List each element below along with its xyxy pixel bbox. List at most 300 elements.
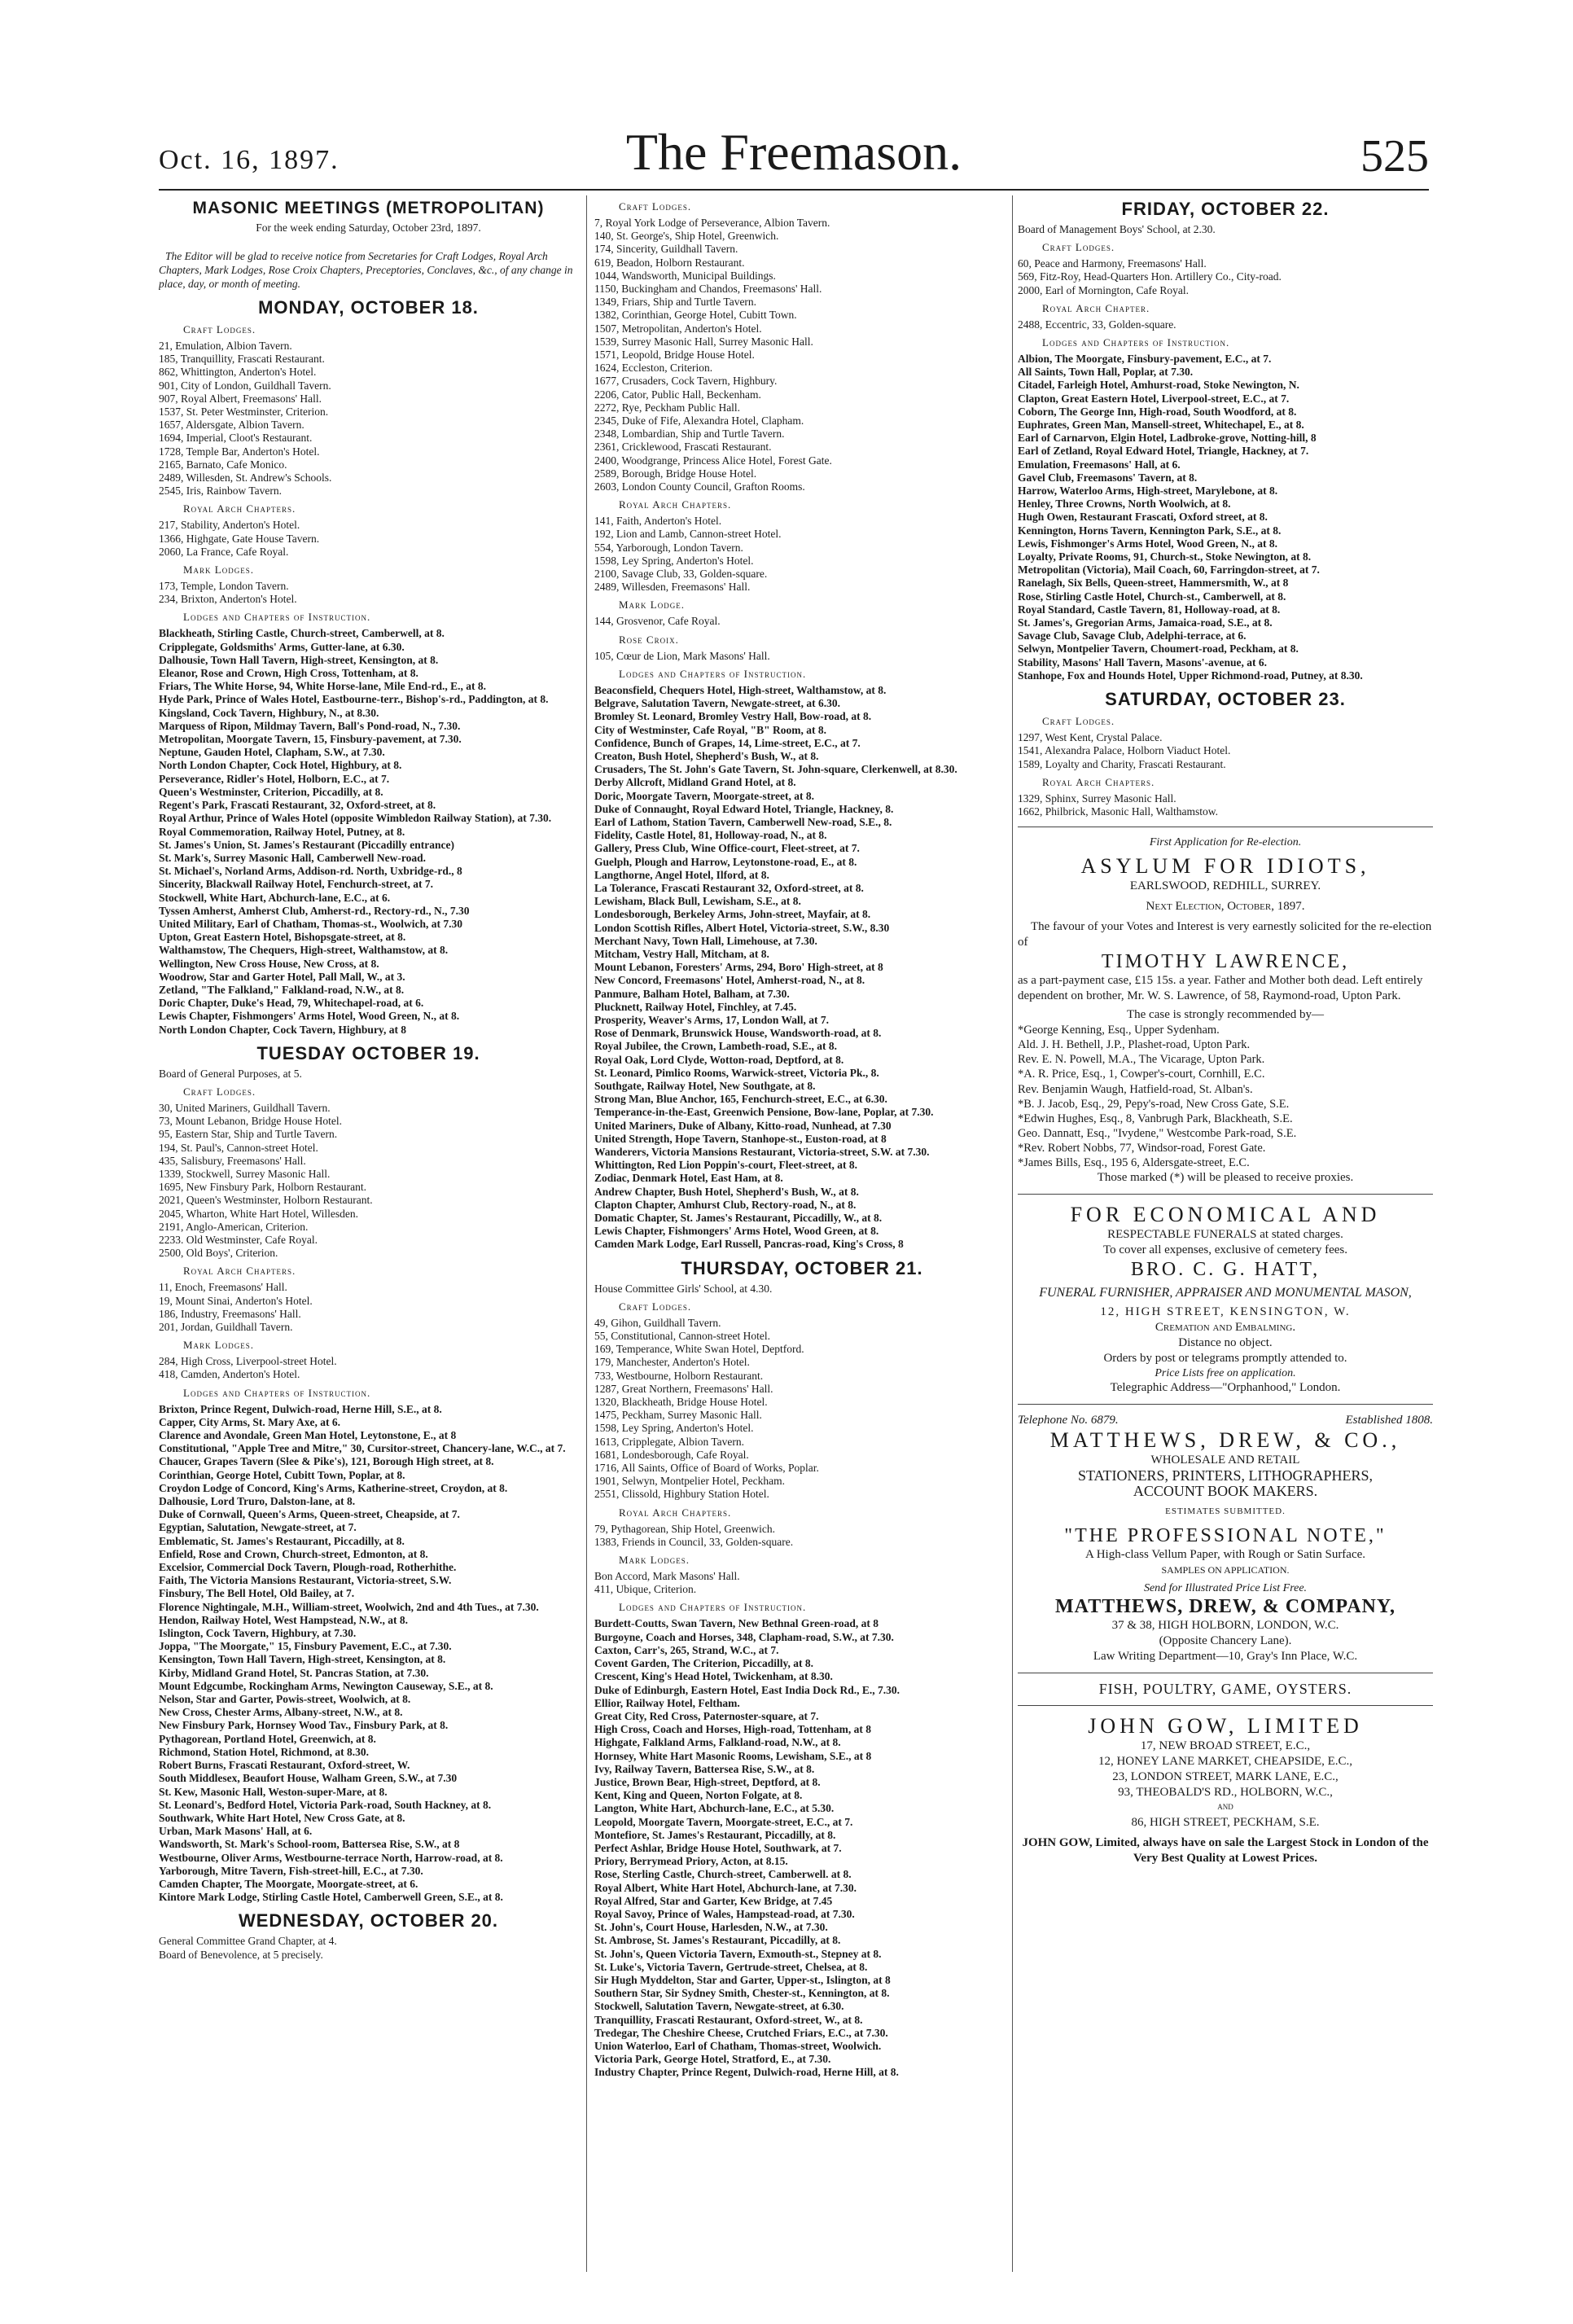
list-item: Tredegar, The Cheshire Cheese, Crutched Friars, E.C., at 7.30. bbox=[594, 2026, 888, 2039]
board-notice: Board of Management Boys' School, at 2.30. bbox=[1018, 223, 1216, 235]
list-item: 1297, West Kent, Crystal Palace. bbox=[1018, 731, 1163, 744]
list-item: Langthorne, Angel Hotel, Ilford, at 8. bbox=[594, 868, 769, 881]
company-name: MATTHEWS, DREW, & COMPANY, bbox=[1054, 1596, 1396, 1618]
list-item: 2191, Anglo-American, Criterion. bbox=[159, 1220, 309, 1233]
list-item: 2000, Earl of Mornington, Cafe Royal. bbox=[1018, 283, 1189, 296]
list-item: Perfect Ashlar, Bridge House Hotel, Southwark, at 7. bbox=[594, 1841, 842, 1854]
list-item: Mitcham, Vestry Hall, Mitcham, at 8. bbox=[594, 947, 769, 960]
list-heading: Craft Lodges. bbox=[1042, 241, 1115, 254]
list-item: 1349, Friars, Ship and Turtle Tavern. bbox=[594, 296, 757, 309]
advert-line: ESTIMATES SUBMITTED. bbox=[1165, 1506, 1286, 1517]
list-item: London Scottish Rifles, Albert Hotel, Victoria-street, S.W., 8.30 bbox=[594, 921, 890, 934]
mark-lodge-list bbox=[159, 580, 578, 606]
list-heading: Royal Arch Chapters. bbox=[619, 498, 732, 511]
day-heading: TUESDAY OCTOBER 19. bbox=[256, 1042, 480, 1063]
list-heading: Royal Arch Chapters. bbox=[619, 1506, 732, 1519]
list-item: Urban, Mark Masons' Hall, at 6. bbox=[159, 1825, 313, 1838]
list-item: Crescent, King's Head Hotel, Twickenham, at 8.30. bbox=[594, 1670, 833, 1683]
instruction-list bbox=[594, 684, 1010, 1252]
list-item: United Military, Earl of Chatham, Thomas-st., Woolwich, at 7.30 bbox=[159, 917, 463, 930]
list-item: 2348, Lombardian, Ship and Turtle Tavern. bbox=[594, 428, 785, 441]
list-item: 2233. Old Westminster, Cafe Royal. bbox=[159, 1233, 318, 1246]
list-item: Sincerity, Blackwall Railway Hotel, Fenchurch-street, at 7. bbox=[159, 878, 433, 891]
recommenders-list bbox=[1018, 1023, 1433, 1170]
list-item: 140, St. George's, Ship Hotel, Greenwich. bbox=[594, 230, 779, 243]
list-item: 1598, Ley Spring, Anderton's Hotel. bbox=[594, 1422, 754, 1435]
company-address: 37 & 38, HIGH HOLBORN, LONDON, W.C. bbox=[1111, 1619, 1339, 1633]
advert-favour: The favour of your Votes and Interest is very earnestly solicited for the re-election of bbox=[1018, 920, 1432, 949]
list-item: Southwark, White Hart Hotel, New Cross Gate, at 8. bbox=[159, 1811, 405, 1824]
list-item: *George Kenning, Esq., Upper Sydenham. bbox=[1018, 1024, 1220, 1037]
list-item: 733, Westbourne, Holborn Restaurant. bbox=[594, 1369, 764, 1382]
list-item: City of Westminster, Cafe Royal, "B" Room, at 8. bbox=[594, 723, 826, 736]
list-heading: Lodges and Chapters of Instruction. bbox=[183, 1386, 371, 1399]
undertaker-address: 12, HIGH STREET, KENSINGTON, W. bbox=[1100, 1305, 1351, 1319]
list-item: Westbourne, Oliver Arms, Westbourne-terrace North, Harrow-road, at 8. bbox=[159, 1851, 503, 1864]
list-item: Hyde Park, Prince of Wales Hotel, Eastbourne-terr., Bishop's-rd., Paddington, at 8. bbox=[159, 693, 549, 706]
list-item: Stockwell, White Hart, Abchurch-lane, E.C., at 6. bbox=[159, 891, 391, 904]
list-item: Gavel Club, Freemasons' Tavern, at 8. bbox=[1018, 471, 1198, 484]
list-heading: Craft Lodges. bbox=[619, 1300, 692, 1313]
list-item: 11, Enoch, Freemasons' Hall. bbox=[159, 1281, 287, 1294]
list-item: 1624, Eccleston, Criterion. bbox=[594, 362, 713, 375]
list-heading: Craft Lodges. bbox=[619, 200, 692, 213]
list-item: 179, Manchester, Anderton's Hotel. bbox=[594, 1356, 750, 1369]
product-name: "THE PROFESSIONAL NOTE," bbox=[1064, 1525, 1387, 1547]
mark-lodge-list bbox=[594, 1570, 1010, 1596]
list-item: Pythagorean, Portland Hotel, Greenwich, at 8. bbox=[159, 1732, 376, 1745]
divider bbox=[1018, 1705, 1433, 1706]
list-item: 1657, Aldersgate, Albion Tavern. bbox=[159, 419, 305, 432]
list-item: Board of Benevolence, at 5 precisely. bbox=[159, 1948, 323, 1961]
list-item: Tyssen Amherst, Amherst Club, Amherst-rd., Rectory-rd., N., 7.30 bbox=[159, 904, 470, 917]
list-item: Stability, Masons' Hall Tavern, Masons'-avenue, at 6. bbox=[1018, 656, 1268, 669]
list-item: 2500, Old Boys', Criterion. bbox=[159, 1247, 278, 1260]
list-item: 60, Peace and Harmony, Freemasons' Hall. bbox=[1018, 257, 1207, 270]
list-heading: Royal Arch Chapter. bbox=[1042, 301, 1150, 314]
list-item: North London Chapter, Cock Hotel, Highbury, at 8. bbox=[159, 759, 402, 772]
list-item: Enfield, Rose and Crown, Church-street, Edmonton, at 8. bbox=[159, 1547, 428, 1560]
mark-lodge-list bbox=[594, 615, 1010, 628]
list-item: 619, Beadon, Holborn Restaurant. bbox=[594, 256, 745, 269]
royal-arch-list bbox=[1018, 318, 1433, 331]
list-item: Gallery, Press Club, Wine Office-court, Fleet-street, at 7. bbox=[594, 842, 860, 855]
list-item: Kent, King and Queen, Norton Folgate, at 8. bbox=[594, 1789, 803, 1802]
list-item: 169, Temperance, White Swan Hotel, Deptford. bbox=[594, 1343, 804, 1356]
list-item: 173, Temple, London Tavern. bbox=[159, 580, 289, 593]
list-item: St. James's, Gregorian Arms, Jamaica-road, S.E., at 8. bbox=[1018, 616, 1273, 629]
list-item: St. John's, Court House, Harlesden, N.W., at 7.30. bbox=[594, 1921, 828, 1934]
list-item: Cripplegate, Goldsmiths' Arms, Gutter-lane, at 6.30. bbox=[159, 640, 405, 653]
list-heading: Craft Lodges. bbox=[1042, 715, 1115, 728]
list-item: Metropolitan, Moorgate Tavern, 15, Finsbury-pavement, at 7.30. bbox=[159, 733, 462, 746]
list-item: New Finsbury Park, Hornsey Wood Tav., Finsbury Park, at 8. bbox=[159, 1719, 449, 1732]
list-item: Confidence, Bunch of Grapes, 14, Lime-street, E.C., at 7. bbox=[594, 736, 861, 749]
list-item: 2345, Duke of Fife, Alexandra Hotel, Clapham. bbox=[594, 414, 804, 428]
list-item: Citadel, Farleigh Hotel, Amhurst-road, Stoke Newington, N. bbox=[1018, 379, 1299, 392]
list-item: Royal Savoy, Prince of Wales, Hampstead-road, at 7.30. bbox=[594, 1907, 855, 1920]
advert-line: Distance no object. bbox=[1178, 1336, 1273, 1350]
advert-line: STATIONERS, PRINTERS, LITHOGRAPHERS, bbox=[1077, 1467, 1374, 1484]
list-item: 1366, Highgate, Gate House Tavern. bbox=[159, 532, 320, 545]
list-item: 284, High Cross, Liverpool-street Hotel. bbox=[159, 1355, 337, 1368]
list-item: 141, Faith, Anderton's Hotel. bbox=[594, 515, 722, 528]
list-item: Perseverance, Ridler's Hotel, Holborn, E.C., at 7. bbox=[159, 772, 390, 785]
list-item: 1716, All Saints, Office of Board of Works, Poplar. bbox=[594, 1462, 819, 1475]
list-item: Walthamstow, The Chequers, High-street, Walthamstow, at 8. bbox=[159, 944, 449, 957]
list-item: Marquess of Ripon, Mildmay Tavern, Ball's Pond-road, N., 7.30. bbox=[159, 719, 461, 732]
list-item: Emulation, Freemasons' Hall, at 6. bbox=[1018, 458, 1181, 471]
list-item: 186, Industry, Freemasons' Hall. bbox=[159, 1307, 301, 1320]
instruction-list bbox=[594, 1617, 1010, 2079]
list-item: Prosperity, Weaver's Arms, 17, London Wall, at 7. bbox=[594, 1013, 830, 1026]
gow-advert bbox=[1018, 1682, 1433, 1866]
list-item: North London Chapter, Cock Tavern, Highbury, at 8 bbox=[159, 1023, 407, 1036]
list-item: Selwyn, Montpelier Tavern, Choumert-road, Peckham, at 8. bbox=[1018, 642, 1299, 656]
list-item: Ellior, Railway Hotel, Feltham. bbox=[594, 1696, 740, 1709]
masthead bbox=[159, 122, 1429, 187]
list-item: 174, Sincerity, Guildhall Tavern. bbox=[594, 243, 738, 256]
list-item: Kirby, Midland Grand Hotel, St. Pancras Station, at 7.30. bbox=[159, 1666, 429, 1679]
list-item: 1475, Peckham, Surrey Masonic Hall. bbox=[594, 1409, 762, 1422]
list-item: Zodiac, Denmark Hotel, East Ham, at 8. bbox=[594, 1172, 783, 1185]
list-item: 1694, Imperial, Cloot's Restaurant. bbox=[159, 432, 313, 445]
list-item: Zetland, "The Falkland," Falkland-road, N.W., at 8. bbox=[159, 983, 405, 996]
list-heading: Craft Lodges. bbox=[183, 323, 256, 335]
list-item: 105, Cœur de Lion, Mark Masons' Hall. bbox=[594, 649, 770, 662]
list-item: 192, Lion and Lamb, Cannon-street Hotel. bbox=[594, 528, 782, 541]
list-item: Wellington, New Cross House, New Cross, at 8. bbox=[159, 957, 379, 970]
list-item: 2045, Wharton, White Hart Hotel, Willesden. bbox=[159, 1207, 359, 1220]
list-item: Hendon, Railway Hotel, West Hampstead, N.W., at 8. bbox=[159, 1613, 409, 1626]
list-item: Great City, Red Cross, Paternoster-square, at 7. bbox=[594, 1709, 819, 1722]
list-item: 1382, Corinthian, George Hotel, Cubitt Town. bbox=[594, 309, 797, 322]
list-heading: Mark Lodges. bbox=[619, 1554, 690, 1567]
list-item: Duke of Edinburgh, Eastern Hotel, East India Dock Rd., E., 7.30. bbox=[594, 1683, 900, 1696]
list-item: 901, City of London, Guildhall Tavern. bbox=[159, 379, 331, 392]
list-item: Sir Hugh Myddelton, Star and Garter, Upper-st., Islington, at 8 bbox=[594, 1973, 891, 1986]
list-item: Rose, Stirling Castle Hotel, Church-st., Camberwell, at 8. bbox=[1018, 590, 1286, 603]
list-item: Plucknett, Railway Hotel, Finchley, at 7.45. bbox=[594, 1000, 797, 1013]
list-item: 2100, Savage Club, 33, Golden-square. bbox=[594, 568, 768, 581]
section-title: MASONIC MEETINGS (METROPOLITAN) bbox=[192, 199, 545, 217]
day-heading: SATURDAY, OCTOBER 23. bbox=[1105, 689, 1346, 710]
list-item: 418, Camden, Anderton's Hotel. bbox=[159, 1368, 300, 1381]
column-1 bbox=[159, 195, 578, 2259]
list-item: Temperance-in-the-East, Greenwich Pensione, Bow-lane, Poplar, at 7.30. bbox=[594, 1106, 934, 1119]
list-item: Finsbury, The Bell Hotel, Old Bailey, at 7. bbox=[159, 1587, 355, 1600]
divider bbox=[1018, 1404, 1433, 1405]
list-item: Upton, Great Eastern Hotel, Bishopsgate-street, at 8. bbox=[159, 931, 406, 944]
list-item: 194, St. Paul's, Cannon-street Hotel. bbox=[159, 1141, 318, 1154]
list-item: 95, Eastern Star, Ship and Turtle Tavern. bbox=[159, 1128, 338, 1141]
list-item: 1677, Crusaders, Cock Tavern, Highbury. bbox=[594, 375, 778, 388]
list-item: 217, Stability, Anderton's Hotel. bbox=[159, 519, 300, 532]
list-item: Islington, Cock Tavern, Highbury, at 7.30. bbox=[159, 1627, 357, 1640]
list-item: Harrow, Waterloo Arms, High-street, Marylebone, at 8. bbox=[1018, 485, 1278, 498]
list-item: Tranquillity, Frascati Restaurant, Oxford-street, W., at 8. bbox=[594, 2013, 863, 2026]
list-item: St. Leonard's, Bedford Hotel, Victoria Park-road, South Hackney, at 8. bbox=[159, 1798, 492, 1811]
instruction-list bbox=[159, 1403, 578, 1905]
list-item: Lewis Chapter, Fishmongers' Arms Hotel, Wood Green, at 8. bbox=[594, 1225, 879, 1238]
list-item: 2206, Cator, Public Hall, Beckenham. bbox=[594, 388, 761, 401]
list-item: Fidelity, Castle Hotel, 81, Holloway-road, N., at 8. bbox=[594, 829, 827, 842]
list-item: Wanderers, Victoria Mansions Restaurant, Victoria-street, S.W. at 7.30. bbox=[594, 1146, 930, 1158]
list-item: 144, Grosvenor, Cafe Royal. bbox=[594, 615, 721, 628]
list-item: Euphrates, Green Man, Mansell-street, Whitechapel, E., at 8. bbox=[1018, 419, 1304, 432]
list-item: Earl of Lathom, Station Tavern, Camberwell New-road, S.E., 8. bbox=[594, 815, 892, 828]
list-item: Leopold, Moorgate Tavern, Moorgate-street, E.C., at 7. bbox=[594, 1815, 853, 1828]
list-item: 2165, Barnato, Cafe Monico. bbox=[159, 458, 287, 471]
list-item: Merchant Navy, Town Hall, Limehouse, at 7.30. bbox=[594, 934, 817, 947]
list-item: Emblematic, St. James's Restaurant, Piccadilly, at 8. bbox=[159, 1534, 405, 1547]
list-item: St. James's Union, St. James's Restaurant (Piccadilly entrance) bbox=[159, 838, 454, 851]
royal-arch-list bbox=[1018, 792, 1433, 818]
column-divider bbox=[1012, 195, 1013, 2272]
list-item: Neptune, Gauden Hotel, Clapham, S.W., at 7.30. bbox=[159, 746, 385, 759]
advert-line: FISH, POULTRY, GAME, OYSTERS. bbox=[1098, 1681, 1352, 1698]
list-item: Kingsland, Cock Tavern, Highbury, N., at 8.30. bbox=[159, 706, 379, 719]
list-item: 234, Brixton, Anderton's Hotel. bbox=[159, 593, 297, 606]
list-item: 2060, La France, Cafe Royal. bbox=[159, 545, 289, 558]
list-item: 2603, London County Council, Grafton Rooms. bbox=[594, 480, 805, 493]
list-item: Excelsior, Commercial Dock Tavern, Plough-road, Rotherhithe. bbox=[159, 1561, 457, 1574]
list-item: Clapton Chapter, Amhurst Club, Rectory-road, N., at 8. bbox=[594, 1198, 857, 1211]
list-item: Justice, Brown Bear, High-street, Deptford, at 8. bbox=[594, 1775, 821, 1788]
section-subtitle: For the week ending Saturday, October 23rd, 1897. bbox=[256, 221, 481, 234]
list-item: 569, Fitz-Roy, Head-Quarters Hon. Artillery Co., City-road. bbox=[1018, 270, 1282, 283]
day-heading: FRIDAY, OCTOBER 22. bbox=[1121, 199, 1330, 219]
list-heading: Mark Lodge. bbox=[619, 599, 685, 612]
list-item: 1589, Loyalty and Charity, Frascati Restaurant. bbox=[1018, 757, 1226, 770]
list-item: New Concord, Freemasons' Hotel, Amherst-road, N., at 8. bbox=[594, 974, 865, 987]
list-item: Chaucer, Grapes Tavern (Slee & Pike's), 121, Borough High street, at 8. bbox=[159, 1455, 494, 1468]
list-item: 1320, Blackheath, Bridge House Hotel. bbox=[594, 1396, 768, 1409]
list-item: Lewisham, Black Bull, Lewisham, S.E., at 8. bbox=[594, 895, 801, 908]
list-heading: Rose Croix. bbox=[619, 633, 679, 646]
instruction-list bbox=[1018, 353, 1433, 682]
list-item: 21, Emulation, Albion Tavern. bbox=[159, 340, 292, 352]
list-item: Doric Chapter, Duke's Head, 79, Whitechapel-road, at 6. bbox=[159, 997, 424, 1010]
advert-title: ASYLUM FOR IDIOTS, bbox=[1080, 854, 1370, 879]
list-item: 19, Mount Sinai, Anderton's Hotel. bbox=[159, 1294, 313, 1307]
undertaker-name: BRO. C. G. HATT, bbox=[1130, 1259, 1321, 1281]
list-item: Egyptian, Salutation, Newgate-street, at 7. bbox=[159, 1521, 357, 1534]
column-2 bbox=[594, 195, 1010, 2259]
list-item: 73, Mount Lebanon, Bridge House Hotel. bbox=[159, 1115, 342, 1128]
matthews-advert bbox=[1018, 1413, 1433, 1664]
list-item: Kennington, Horns Tavern, Kennington Park, S.E., at 8. bbox=[1018, 524, 1282, 537]
list-item: St. Kew, Masonic Hall, Weston-super-Mare, at 8. bbox=[159, 1785, 388, 1798]
list-item: 1571, Leopold, Bridge House Hotel. bbox=[594, 349, 755, 362]
advert-footer: JOHN GOW, Limited, always have on sale the Largest Stock in London of the Very Best Quality at Lowest Prices. bbox=[1022, 1836, 1429, 1866]
advert-line: WHOLESALE AND RETAIL bbox=[1150, 1454, 1300, 1467]
list-item: 93, THEOBALD'S RD., HOLBORN, W.C., bbox=[1118, 1785, 1333, 1799]
craft-lodge-list bbox=[594, 217, 1010, 493]
list-item: 2361, Cricklewood, Frascati Restaurant. bbox=[594, 441, 772, 454]
board-notice-list bbox=[159, 1935, 578, 1961]
list-item: Caxton, Carr's, 265, Strand, W.C., at 7. bbox=[594, 1643, 779, 1656]
list-item: Clapton, Great Eastern Hotel, Liverpool-street, E.C., at 7. bbox=[1018, 392, 1290, 405]
board-notice: House Committee Girls' School, at 4.30. bbox=[594, 1282, 773, 1295]
royal-arch-list bbox=[594, 1523, 1010, 1549]
list-item: Friars, The White Horse, 94, White Horse-lane, Mile End-rd., E., at 8. bbox=[159, 680, 486, 693]
list-item: 862, Whittington, Anderton's Hotel. bbox=[159, 366, 317, 379]
list-item: *James Bills, Esq., 195 6, Aldersgate-street, E.C. bbox=[1018, 1156, 1250, 1170]
list-item: St. Luke's, Victoria Tavern, Gertrude-street, Chelsea, at 8. bbox=[594, 1960, 868, 1973]
list-item: Strong Man, Blue Anchor, 165, Fenchurch-street, E.C., at 6.30. bbox=[594, 1093, 887, 1106]
list-item: Faith, The Victoria Mansions Restaurant, Victoria-street, S.W. bbox=[159, 1574, 452, 1587]
recommended-heading: The case is strongly recommended by— bbox=[1126, 1008, 1324, 1022]
list-heading: Craft Lodges. bbox=[183, 1085, 256, 1098]
page-number: 525 bbox=[1360, 131, 1429, 182]
rose-croix-list bbox=[594, 650, 1010, 663]
advert-line: (Opposite Chancery Lane). bbox=[1159, 1634, 1292, 1648]
list-item: 1507, Metropolitan, Anderton's Hotel. bbox=[594, 322, 762, 335]
list-item: Domatic Chapter, St. James's Restaurant, Piccadilly, W., at 8. bbox=[594, 1212, 883, 1225]
list-item: 1662, Philbrick, Masonic Hall, Walthamstow. bbox=[1018, 805, 1219, 818]
list-item: St. Mark's, Surrey Masonic Hall, Camberwell New-road. bbox=[159, 851, 426, 864]
craft-lodge-list bbox=[594, 1317, 1010, 1502]
list-item: *B. J. Jacob, Esq., 29, Pepy's-road, New Cross Gate, S.E. bbox=[1018, 1097, 1290, 1111]
list-item: Dalhousie, Lord Truro, Dalston-lane, at 8. bbox=[159, 1495, 356, 1508]
list-item: Rev. Benjamin Waugh, Hatfield-road, St. Alban's. bbox=[1018, 1082, 1253, 1096]
advert-title: JOHN GOW, LIMITED bbox=[1088, 1714, 1363, 1739]
list-item: Mount Lebanon, Foresters' Arms, 294, Boro' High-street, at 8 bbox=[594, 961, 883, 974]
royal-arch-list bbox=[159, 1281, 578, 1334]
advert-line: 86, HIGH STREET, PECKHAM, S.E. bbox=[1131, 1816, 1320, 1830]
list-item: 907, Royal Albert, Freemasons' Hall. bbox=[159, 392, 322, 405]
advert-line: To cover all expenses, exclusive of cemetery fees. bbox=[1102, 1243, 1348, 1257]
advert-place: EARLSWOOD, REDHILL, SURREY. bbox=[1129, 879, 1321, 893]
list-item: 1329, Sphinx, Surrey Masonic Hall. bbox=[1018, 791, 1176, 805]
list-item: Joppa, "The Moorgate," 15, Finsbury Pavement, E.C., at 7.30. bbox=[159, 1640, 452, 1653]
list-item: Crusaders, The St. John's Gate Tavern, St. John-square, Clerkenwell, at 8.30. bbox=[594, 763, 957, 776]
list-item: St. Leonard, Pimlico Rooms, Warwick-street, Victoria Pk., 8. bbox=[594, 1066, 879, 1079]
list-item: Earl of Carnarvon, Elgin Hotel, Ladbroke-grove, Notting-hill, 8 bbox=[1018, 432, 1317, 445]
list-item: Albion, The Moorgate, Finsbury-pavement, E.C., at 7. bbox=[1018, 353, 1272, 366]
divider bbox=[1018, 1194, 1433, 1195]
list-item: Priory, Berrymead Priory, Acton, at 8.15. bbox=[594, 1855, 788, 1868]
list-item: 1613, Cripplegate, Albion Tavern. bbox=[594, 1435, 745, 1448]
advert-line: SAMPLES ON APPLICATION. bbox=[1161, 1564, 1290, 1576]
list-item: Burdett-Coutts, Swan Tavern, New Bethnal Green-road, at 8 bbox=[594, 1617, 879, 1630]
day-heading: MONDAY, OCTOBER 18. bbox=[258, 297, 479, 318]
list-item: Royal Arthur, Prince of Wales Hotel (opposite Wimbledon Railway Station), at 7.30. bbox=[159, 812, 552, 825]
list-item: General Committee Grand Chapter, at 4. bbox=[159, 1935, 337, 1948]
advert-line: AND bbox=[1217, 1803, 1233, 1812]
list-item: 2021, Queen's Westminster, Holborn Restaurant. bbox=[159, 1194, 373, 1207]
list-item: 185, Tranquillity, Frascati Restaurant. bbox=[159, 353, 325, 366]
list-item: Royal Oak, Lord Clyde, Wotton-road, Deptford, at 8. bbox=[594, 1053, 844, 1066]
list-item: Capper, City Arms, St. Mary Axe, at 6. bbox=[159, 1415, 340, 1428]
advert-line: Price Lists free on application. bbox=[1155, 1367, 1296, 1380]
list-item: Guelph, Plough and Harrow, Leytonstone-road, E., at 8. bbox=[594, 855, 857, 868]
list-item: 30, United Mariners, Guildhall Tavern. bbox=[159, 1101, 331, 1114]
craft-lodge-list bbox=[1018, 257, 1433, 297]
list-heading: Lodges and Chapters of Instruction. bbox=[619, 1601, 807, 1614]
list-item: 49, Gihon, Guildhall Tavern. bbox=[594, 1316, 721, 1329]
list-item: Earl of Zetland, Royal Edward Hotel, Triangle, Hackney, at 7. bbox=[1018, 445, 1309, 458]
list-item: Constitutional, "Apple Tree and Mitre," 30, Cursitor-street, Chancery-lane, W.C., at 7. bbox=[159, 1442, 566, 1455]
craft-lodge-list bbox=[1018, 731, 1433, 771]
list-item: Industry Chapter, Prince Regent, Dulwich-road, Herne Hill, at 8. bbox=[594, 2066, 899, 2079]
list-item: Woodrow, Star and Garter Hotel, Pall Mall, W., at 3. bbox=[159, 970, 405, 983]
list-item: Hornsey, White Hart Masonic Rooms, Lewisham, S.E., at 8 bbox=[594, 1749, 872, 1762]
advert-line: Cremation and Embalming. bbox=[1155, 1321, 1296, 1335]
list-item: Creaton, Bush Hotel, Shepherd's Bush, W., at 8. bbox=[594, 749, 819, 762]
list-item: Camden Mark Lodge, Earl Russell, Pancras-road, King's Cross, 8 bbox=[594, 1238, 904, 1251]
list-item: Derby Allcroft, Midland Grand Hotel, at 8. bbox=[594, 776, 796, 789]
list-item: Savage Club, Savage Club, Adelphi-terrace, at 6. bbox=[1018, 629, 1247, 642]
instruction-list bbox=[159, 627, 578, 1036]
list-item: Southgate, Railway Hotel, New Southgate, at 8. bbox=[594, 1079, 816, 1092]
issue-date: Oct. 16, 1897. bbox=[159, 145, 340, 175]
list-item: United Mariners, Duke of Albany, Kitto-road, Nunhead, at 7.30 bbox=[594, 1119, 892, 1132]
newspaper-title: The Freemason. bbox=[625, 123, 962, 181]
advert-kicker: First Application for Re-election. bbox=[1149, 836, 1302, 849]
list-item: 79, Pythagorean, Ship Hotel, Greenwich. bbox=[594, 1522, 775, 1535]
list-heading: Lodges and Chapters of Instruction. bbox=[1042, 336, 1230, 349]
telegraphic-address: Telegraphic Address—"Orphanhood," London. bbox=[1110, 1381, 1341, 1395]
list-item: Royal Standard, Castle Tavern, 81, Holloway-road, at 8. bbox=[1018, 603, 1281, 616]
list-item: Queen's Westminster, Criterion, Piccadilly, at 8. bbox=[159, 785, 383, 798]
list-item: *Edwin Hughes, Esq., 8, Vanbrugh Park, Blackheath, S.E. bbox=[1018, 1112, 1293, 1125]
list-heading: Mark Lodges. bbox=[183, 1339, 255, 1352]
telephone-number: Telephone No. 6879. bbox=[1018, 1414, 1119, 1427]
list-item: St. Michael's, Norland Arms, Addison-rd. North, Uxbridge-rd., 8 bbox=[159, 865, 462, 878]
undertaker-trade: FUNERAL FURNISHER, APPRAISER AND MONUMENTAL MASON, bbox=[1039, 1286, 1412, 1300]
list-item: Kensington, Town Hall Tavern, High-street, Kensington, at 8. bbox=[159, 1653, 446, 1666]
list-item: 1901, Selwyn, Montpelier Hotel, Peckham. bbox=[594, 1475, 785, 1488]
list-item: Covent Garden, The Criterion, Piccadilly, at 8. bbox=[594, 1657, 813, 1670]
list-heading: Royal Arch Chapters. bbox=[1042, 775, 1155, 788]
list-item: Belgrave, Salutation Tavern, Newgate-street, at 6.30. bbox=[594, 697, 840, 710]
list-item: Rose of Denmark, Brunswick House, Wandsworth-road, at 8. bbox=[594, 1027, 882, 1040]
list-item: Doric, Moorgate Tavern, Moorgate-street, at 8. bbox=[594, 789, 815, 802]
list-item: Lewis Chapter, Fishmongers' Arms Hotel, Wood Green, N., at 8. bbox=[159, 1010, 460, 1023]
advert-title: FOR ECONOMICAL AND bbox=[1070, 1203, 1381, 1227]
list-item: Clarence and Avondale, Green Man Hotel, Leytonstone, E., at 8 bbox=[159, 1429, 457, 1442]
list-item: South Middlesex, Beaufort House, Walham Green, S.W., at 7.30 bbox=[159, 1772, 458, 1785]
list-item: 435, Salisbury, Freemasons' Hall. bbox=[159, 1154, 306, 1167]
list-item: Royal Alfred, Star and Garter, Kew Bridge, at 7.45 bbox=[594, 1894, 833, 1907]
list-heading: Lodges and Chapters of Instruction. bbox=[183, 611, 371, 624]
list-item: Dalhousie, Town Hall Tavern, High-street, Kensington, at 8. bbox=[159, 653, 439, 666]
advert-body: as a part-payment case, £15 15s. a year. Father and Mother both dead. Left entirely dependent on brother, Mr. W. S. Lawrence, of 58, Raymond-road, Upton Park. bbox=[1018, 974, 1423, 1003]
list-item: 1339, Stockwell, Surrey Masonic Hall. bbox=[159, 1167, 331, 1180]
list-item: 2589, Borough, Bridge House Hotel. bbox=[594, 467, 757, 480]
list-item: 201, Jordan, Guildhall Tavern. bbox=[159, 1321, 293, 1333]
list-item: Camden Chapter, The Moorgate, Moorgate-street, at 6. bbox=[159, 1877, 418, 1890]
advert-line: A High-class Vellum Paper, with Rough or Satin Surface. bbox=[1084, 1548, 1366, 1562]
list-item: Brixton, Prince Regent, Dulwich-road, Herne Hill, S.E., at 8. bbox=[159, 1402, 442, 1415]
list-item: Eleanor, Rose and Crown, High Cross, Tottenham, at 8. bbox=[159, 667, 418, 680]
list-item: Coborn, The George Inn, High-road, South Woodford, at 8. bbox=[1018, 405, 1297, 418]
established-year: Established 1808. bbox=[1345, 1414, 1433, 1427]
list-item: Robert Burns, Frascati Restaurant, Oxford-street, W. bbox=[159, 1759, 410, 1772]
royal-arch-list bbox=[594, 515, 1010, 594]
advert-header-row bbox=[1018, 1413, 1433, 1428]
list-item: Highgate, Falkland Arms, Falkland-road, N.W., at 8. bbox=[594, 1736, 841, 1749]
list-item: Mount Edgcumbe, Rockingham Arms, Newington Causeway, S.E., at 8. bbox=[159, 1679, 493, 1692]
list-item: Richmond, Station Hotel, Richmond, at 8.30. bbox=[159, 1745, 370, 1758]
list-item: Regent's Park, Frascati Restaurant, 32, Oxford-street, at 8. bbox=[159, 799, 436, 812]
list-item: 2551, Clissold, Highbury Station Hotel. bbox=[594, 1488, 769, 1501]
list-item: High Cross, Coach and Horses, High-road, Tottenham, at 8 bbox=[594, 1723, 872, 1736]
list-item: 7, Royal York Lodge of Perseverance, Albion Tavern. bbox=[594, 217, 830, 229]
advert-title: MATTHEWS, DREW, & CO., bbox=[1049, 1428, 1401, 1453]
